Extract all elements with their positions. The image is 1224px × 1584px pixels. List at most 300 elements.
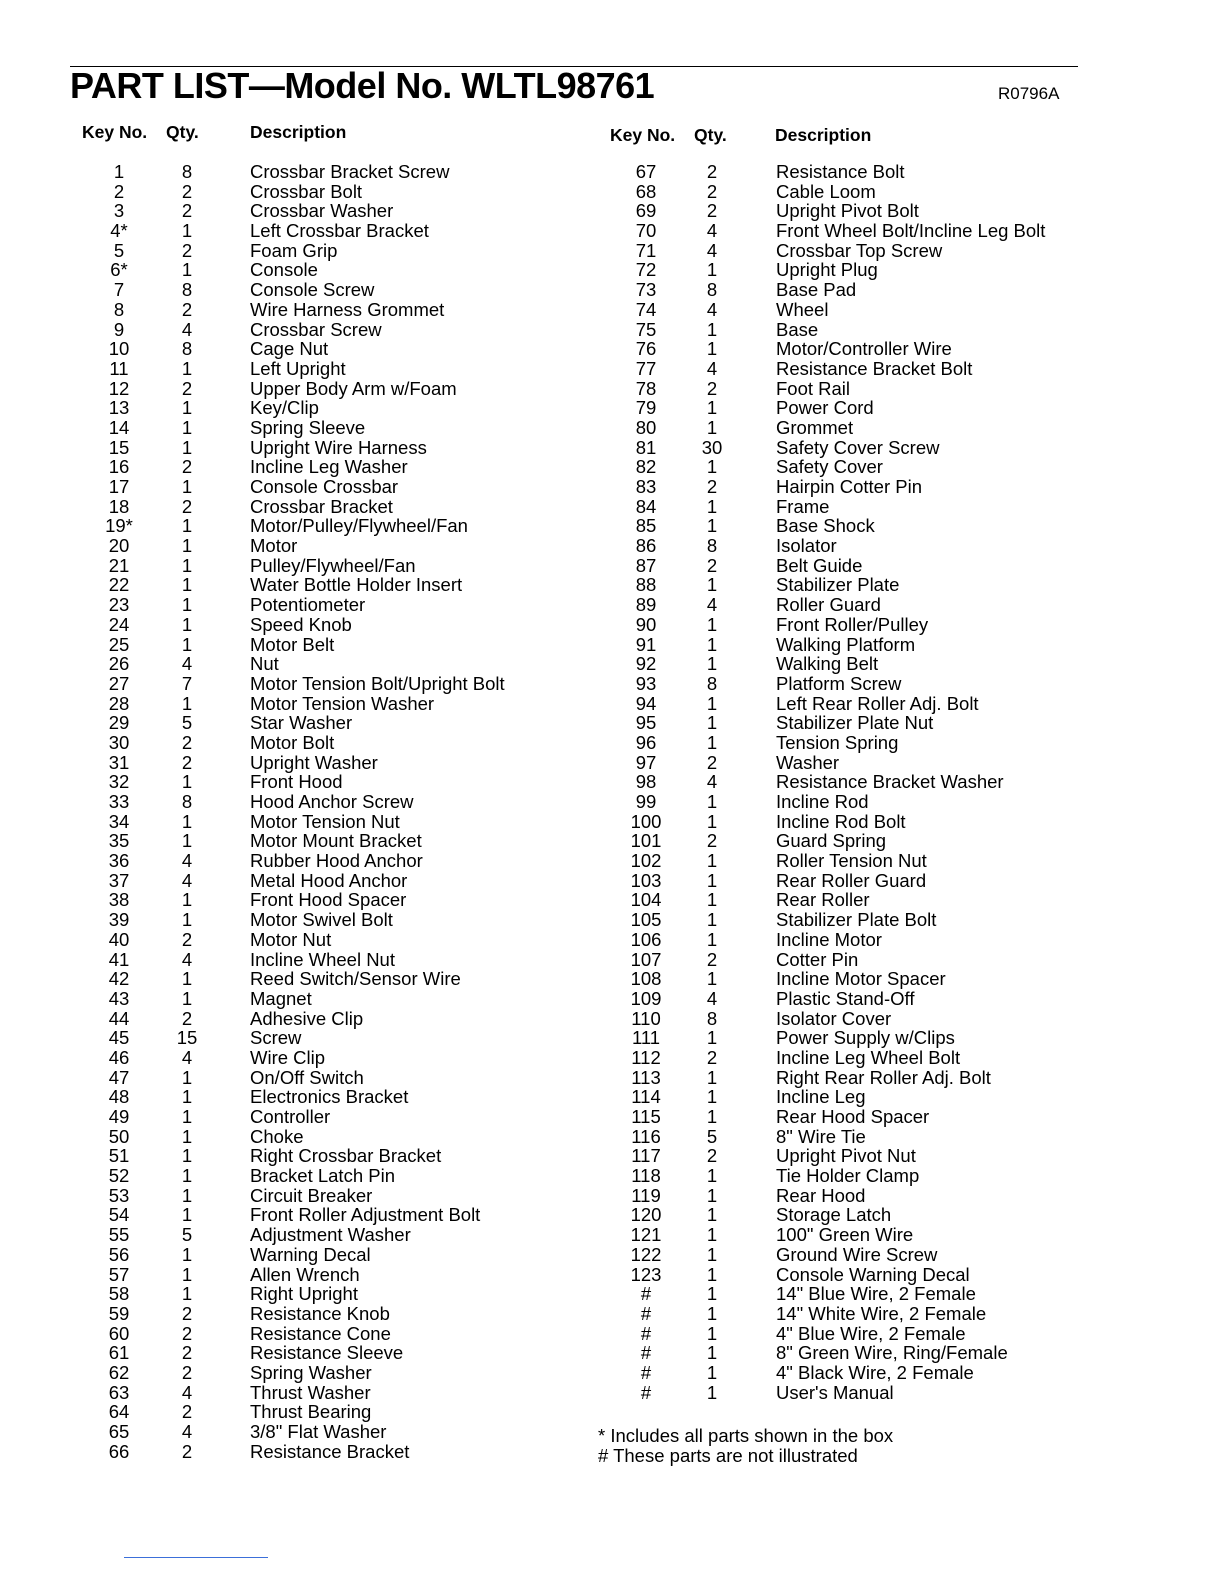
part-key-number: 37 bbox=[108, 869, 130, 891]
part-description: Roller Guard bbox=[776, 594, 881, 616]
part-key-number: 117 bbox=[631, 1145, 661, 1167]
part-description: Resistance Cone bbox=[250, 1322, 391, 1344]
part-key-number: 47 bbox=[108, 1066, 130, 1088]
part-key-number: 77 bbox=[635, 357, 657, 379]
part-key-number: 64 bbox=[108, 1401, 130, 1423]
part-description: Power Cord bbox=[776, 397, 874, 419]
part-description: Roller Tension Nut bbox=[776, 850, 927, 872]
part-description: Rear Roller Guard bbox=[776, 869, 927, 891]
part-key-number: 1 bbox=[113, 161, 125, 182]
part-quantity: 2 bbox=[706, 830, 718, 852]
part-key-number: # bbox=[640, 1322, 652, 1344]
part-key-number: 67 bbox=[635, 161, 657, 182]
right-header-qty: Qty. bbox=[694, 125, 727, 145]
part-key-number: # bbox=[640, 1302, 652, 1324]
part-quantity: 4 bbox=[706, 239, 718, 261]
note-asterisk: * Includes all parts shown in the box bbox=[598, 1425, 894, 1446]
part-key-number: 86 bbox=[635, 535, 657, 557]
part-key-number: 79 bbox=[635, 397, 657, 419]
part-quantity: 1 bbox=[181, 574, 193, 596]
part-description: 14" Blue Wire, 2 Female bbox=[776, 1283, 976, 1305]
part-quantity: 1 bbox=[706, 397, 718, 419]
part-quantity: 1 bbox=[706, 1204, 718, 1226]
part-quantity: 1 bbox=[181, 1184, 193, 1206]
part-key-number: 102 bbox=[630, 850, 662, 872]
part-quantity: 1 bbox=[706, 338, 718, 360]
part-key-number: 69 bbox=[635, 200, 657, 222]
part-quantity: 2 bbox=[181, 180, 193, 202]
part-description: Safety Cover Screw bbox=[776, 436, 940, 458]
part-description: Incline Leg Wheel Bolt bbox=[776, 1046, 961, 1068]
part-description: Stabilizer Plate Nut bbox=[776, 712, 934, 734]
part-key-number: 20 bbox=[108, 535, 130, 557]
part-key-number: 2 bbox=[113, 180, 125, 202]
part-quantity: 4 bbox=[706, 298, 718, 320]
part-description: Star Washer bbox=[250, 712, 353, 734]
part-description: Right Rear Roller Adj. Bolt bbox=[776, 1066, 991, 1088]
part-quantity: 1 bbox=[181, 1066, 193, 1088]
part-quantity: 1 bbox=[706, 1106, 718, 1127]
part-quantity: 2 bbox=[181, 1342, 193, 1364]
part-description: Motor Tension Bolt/Upright Bolt bbox=[250, 672, 505, 694]
part-description: Resistance Sleeve bbox=[250, 1342, 404, 1364]
part-key-number: 87 bbox=[635, 554, 657, 576]
part-description: Crossbar Bracket Screw bbox=[250, 161, 450, 182]
part-key-number: 53 bbox=[108, 1184, 130, 1206]
part-description: Console Crossbar bbox=[250, 476, 399, 497]
part-key-number: # bbox=[640, 1283, 652, 1305]
part-quantity: 2 bbox=[181, 1361, 193, 1383]
part-key-number: 56 bbox=[108, 1243, 130, 1265]
part-key-number: 85 bbox=[635, 515, 657, 537]
part-description: Warning Decal bbox=[250, 1243, 371, 1265]
part-description: Incline Rod Bolt bbox=[776, 810, 906, 832]
part-description: Plastic Stand-Off bbox=[776, 987, 915, 1009]
part-key-number: 54 bbox=[108, 1204, 130, 1226]
part-quantity: 1 bbox=[706, 633, 718, 655]
part-key-number: 12 bbox=[108, 377, 130, 399]
part-key-number: 8 bbox=[113, 298, 125, 320]
part-quantity: 1 bbox=[181, 259, 193, 281]
part-quantity: 1 bbox=[181, 1125, 193, 1147]
part-description: Guard Spring bbox=[776, 830, 887, 852]
part-key-number: 31 bbox=[108, 751, 130, 773]
part-description: Tie Holder Clamp bbox=[776, 1165, 920, 1187]
part-description: Front Roller Adjustment Bolt bbox=[250, 1204, 481, 1226]
part-description: Resistance Knob bbox=[250, 1302, 390, 1324]
part-key-number: 26 bbox=[108, 653, 130, 675]
part-quantity: 2 bbox=[706, 1145, 718, 1167]
part-key-number: 22 bbox=[108, 574, 130, 596]
part-description: Wire Harness Grommet bbox=[250, 298, 445, 320]
part-key-number: 40 bbox=[108, 928, 130, 950]
part-quantity: 1 bbox=[181, 613, 193, 635]
part-key-number: 11 bbox=[109, 357, 129, 379]
part-key-number: 90 bbox=[635, 613, 657, 635]
part-description: Isolator Cover bbox=[776, 1007, 892, 1029]
part-description: Spring Sleeve bbox=[250, 416, 366, 438]
part-key-number: 28 bbox=[108, 692, 130, 714]
part-quantity: 1 bbox=[181, 554, 193, 576]
part-quantity: 1 bbox=[181, 476, 193, 497]
part-description: Crossbar Top Screw bbox=[776, 239, 943, 261]
part-quantity: 1 bbox=[181, 535, 193, 557]
part-key-number: 9 bbox=[113, 318, 125, 340]
part-description: Walking Platform bbox=[776, 633, 916, 655]
part-description: Resistance Bracket Washer bbox=[776, 771, 1004, 793]
part-description: Adjustment Washer bbox=[250, 1224, 411, 1246]
part-description: Foam Grip bbox=[250, 239, 338, 261]
part-description: Cable Loom bbox=[776, 180, 876, 202]
part-quantity: 1 bbox=[706, 1224, 718, 1246]
part-description: Walking Belt bbox=[776, 653, 879, 675]
part-quantity: 4 bbox=[706, 220, 718, 242]
part-key-number: 35 bbox=[108, 830, 130, 852]
part-description: Motor Tension Nut bbox=[250, 810, 400, 832]
part-quantity: 1 bbox=[181, 1106, 193, 1127]
part-quantity: 1 bbox=[706, 495, 718, 517]
part-quantity: 1 bbox=[706, 1027, 718, 1049]
part-key-number: 101 bbox=[630, 830, 662, 852]
part-description: Motor Swivel Bolt bbox=[250, 909, 393, 931]
part-quantity: 1 bbox=[706, 1263, 718, 1285]
part-description: Left Rear Roller Adj. Bolt bbox=[776, 692, 979, 714]
part-quantity: 1 bbox=[706, 909, 718, 931]
part-key-number: 46 bbox=[108, 1046, 130, 1068]
part-key-number: 109 bbox=[630, 987, 662, 1009]
part-key-number: 88 bbox=[635, 574, 657, 596]
part-description: Resistance Bracket bbox=[250, 1440, 410, 1462]
part-quantity: 4 bbox=[181, 850, 193, 872]
part-quantity: 1 bbox=[706, 1381, 718, 1403]
part-quantity: 2 bbox=[181, 731, 193, 753]
part-quantity: 1 bbox=[181, 1283, 193, 1305]
part-key-number: 16 bbox=[108, 456, 130, 478]
part-key-number: 105 bbox=[630, 909, 662, 931]
part-description: Pulley/Flywheel/Fan bbox=[250, 554, 416, 576]
part-key-number: 55 bbox=[108, 1224, 130, 1246]
part-description: Incline Leg bbox=[776, 1086, 866, 1108]
part-quantity: 15 bbox=[176, 1027, 198, 1049]
part-description: Left Crossbar Bracket bbox=[250, 220, 429, 242]
part-description: Crossbar Bracket bbox=[250, 495, 393, 517]
part-quantity: 1 bbox=[706, 1086, 718, 1108]
part-key-number: 42 bbox=[108, 968, 130, 990]
part-quantity: 1 bbox=[181, 633, 193, 655]
part-quantity: 2 bbox=[706, 948, 718, 970]
part-quantity: 2 bbox=[706, 476, 718, 497]
part-quantity: 4 bbox=[706, 594, 718, 616]
part-key-number: 98 bbox=[635, 771, 657, 793]
part-key-number: 122 bbox=[630, 1243, 662, 1265]
part-description: User's Manual bbox=[776, 1381, 894, 1403]
part-key-number: 74 bbox=[635, 298, 657, 320]
part-description: Motor Bolt bbox=[250, 731, 335, 753]
part-description: Upright Pivot Nut bbox=[776, 1145, 916, 1167]
part-quantity: 2 bbox=[181, 1440, 193, 1462]
part-description: Upright Washer bbox=[250, 751, 378, 773]
part-key-number: 66 bbox=[108, 1440, 130, 1462]
part-quantity: 1 bbox=[706, 613, 718, 635]
part-key-number: 68 bbox=[635, 180, 657, 202]
part-quantity: 2 bbox=[706, 200, 718, 222]
part-key-number: 94 bbox=[635, 692, 657, 714]
part-description: Spring Washer bbox=[250, 1361, 372, 1383]
part-description: 8" Green Wire, Ring/Female bbox=[776, 1342, 1008, 1364]
part-key-number: 81 bbox=[635, 436, 657, 458]
part-key-number: 6* bbox=[110, 259, 128, 281]
part-description: 4" Black Wire, 2 Female bbox=[776, 1361, 974, 1383]
part-quantity: 1 bbox=[706, 692, 718, 714]
part-description: Motor Belt bbox=[250, 633, 335, 655]
part-description: Thrust Washer bbox=[250, 1381, 371, 1403]
part-quantity: 1 bbox=[181, 968, 193, 990]
part-key-number: 58 bbox=[108, 1283, 130, 1305]
part-quantity: 1 bbox=[181, 220, 193, 242]
part-quantity: 2 bbox=[181, 1322, 193, 1344]
part-key-number: 29 bbox=[108, 712, 130, 734]
part-key-number: 120 bbox=[630, 1204, 662, 1226]
part-quantity: 1 bbox=[706, 889, 718, 911]
part-key-number: 106 bbox=[630, 928, 662, 950]
part-key-number: 95 bbox=[635, 712, 657, 734]
part-key-number: 116 bbox=[631, 1125, 661, 1147]
part-description: Resistance Bracket Bolt bbox=[776, 357, 973, 379]
part-key-number: 103 bbox=[630, 869, 662, 891]
part-key-number: 14 bbox=[108, 416, 130, 438]
part-quantity: 1 bbox=[181, 810, 193, 832]
part-description: Incline Motor Spacer bbox=[776, 968, 946, 990]
part-quantity: 1 bbox=[706, 318, 718, 340]
part-description: Front Roller/Pulley bbox=[776, 613, 929, 635]
part-quantity: 1 bbox=[706, 259, 718, 281]
footer-underline bbox=[124, 1557, 268, 1558]
part-key-number: 32 bbox=[108, 771, 130, 793]
part-description: Safety Cover bbox=[776, 456, 883, 478]
part-key-number: 23 bbox=[108, 594, 130, 616]
part-description: Ground Wire Screw bbox=[776, 1243, 938, 1265]
part-description: Cage Nut bbox=[250, 338, 329, 360]
part-quantity: 8 bbox=[181, 338, 193, 360]
part-description: Adhesive Clip bbox=[250, 1007, 364, 1029]
part-key-number: 24 bbox=[108, 613, 130, 635]
part-description: Wire Clip bbox=[250, 1046, 326, 1068]
part-quantity: 2 bbox=[181, 1302, 193, 1324]
part-description: 4" Blue Wire, 2 Female bbox=[776, 1322, 966, 1344]
part-quantity: 4 bbox=[181, 869, 193, 891]
part-quantity: 1 bbox=[181, 594, 193, 616]
part-quantity: 8 bbox=[706, 672, 718, 694]
part-quantity: 4 bbox=[706, 357, 718, 379]
part-quantity: 1 bbox=[706, 1165, 718, 1187]
part-quantity: 1 bbox=[706, 574, 718, 596]
part-key-number: 36 bbox=[108, 850, 130, 872]
part-description: Console Warning Decal bbox=[776, 1263, 970, 1285]
part-description: Upright Pivot Bolt bbox=[776, 200, 919, 222]
part-description: Allen Wrench bbox=[250, 1263, 360, 1285]
part-key-number: 57 bbox=[108, 1263, 130, 1285]
part-description: Base Pad bbox=[776, 279, 857, 301]
part-quantity: 4 bbox=[181, 318, 193, 340]
part-description: Electronics Bracket bbox=[250, 1086, 409, 1108]
part-key-number: 50 bbox=[108, 1125, 130, 1147]
part-key-number: # bbox=[640, 1381, 652, 1403]
part-quantity: 4 bbox=[706, 987, 718, 1009]
part-quantity: 5 bbox=[181, 1224, 193, 1246]
part-quantity: 1 bbox=[181, 771, 193, 793]
part-description: Circuit Breaker bbox=[250, 1184, 373, 1206]
part-description: Power Supply w/Clips bbox=[776, 1027, 955, 1049]
part-quantity: 7 bbox=[181, 672, 193, 694]
part-quantity: 2 bbox=[706, 1046, 718, 1068]
part-description: Metal Hood Anchor bbox=[250, 869, 408, 891]
part-description: Frame bbox=[776, 495, 830, 517]
part-description: Tension Spring bbox=[776, 731, 899, 753]
part-description: Motor bbox=[250, 535, 298, 557]
part-key-number: 113 bbox=[631, 1066, 661, 1088]
part-key-number: 38 bbox=[108, 889, 130, 911]
part-description: Cotter Pin bbox=[776, 948, 859, 970]
part-key-number: 96 bbox=[635, 731, 657, 753]
part-description: Incline Rod bbox=[776, 791, 869, 812]
part-quantity: 1 bbox=[181, 1086, 193, 1108]
part-key-number: 34 bbox=[108, 810, 130, 832]
part-key-number: 45 bbox=[108, 1027, 130, 1049]
part-quantity: 1 bbox=[706, 1322, 718, 1344]
part-quantity: 1 bbox=[706, 712, 718, 734]
part-description: Thrust Bearing bbox=[250, 1401, 372, 1423]
part-quantity: 8 bbox=[706, 279, 718, 301]
part-description: Washer bbox=[776, 751, 840, 773]
part-quantity: 4 bbox=[181, 948, 193, 970]
part-key-number: 18 bbox=[108, 495, 130, 517]
part-quantity: 8 bbox=[706, 535, 718, 557]
part-key-number: 30 bbox=[108, 731, 130, 753]
part-quantity: 2 bbox=[181, 200, 193, 222]
part-quantity: 1 bbox=[181, 830, 193, 852]
part-key-number: 75 bbox=[635, 318, 657, 340]
part-description: Nut bbox=[250, 653, 279, 675]
left-header-key: Key No. bbox=[82, 122, 148, 142]
part-description: Hairpin Cotter Pin bbox=[776, 476, 923, 497]
part-key-number: 93 bbox=[635, 672, 657, 694]
part-description: Potentiometer bbox=[250, 594, 366, 616]
part-key-number: 27 bbox=[108, 672, 130, 694]
part-quantity: 1 bbox=[181, 515, 193, 537]
part-quantity: 2 bbox=[181, 456, 193, 478]
part-quantity: 1 bbox=[706, 968, 718, 990]
part-description: Incline Motor bbox=[776, 928, 882, 950]
part-description: Left Upright bbox=[250, 357, 346, 379]
part-key-number: 25 bbox=[108, 633, 130, 655]
part-description: Crossbar Screw bbox=[250, 318, 382, 340]
part-key-number: 112 bbox=[631, 1046, 661, 1068]
part-description: Storage Latch bbox=[776, 1204, 892, 1226]
part-description: 100" Green Wire bbox=[776, 1224, 914, 1246]
part-key-number: 59 bbox=[108, 1302, 130, 1324]
part-description: Right Crossbar Bracket bbox=[250, 1145, 442, 1167]
part-description: Rubber Hood Anchor bbox=[250, 850, 423, 872]
part-description: Base Shock bbox=[776, 515, 875, 537]
part-description: Base bbox=[776, 318, 819, 340]
part-key-number: 51 bbox=[108, 1145, 130, 1167]
part-key-number: 4* bbox=[110, 220, 128, 242]
part-key-number: 83 bbox=[635, 476, 657, 497]
part-quantity: 1 bbox=[706, 731, 718, 753]
part-key-number: 121 bbox=[630, 1224, 662, 1246]
part-key-number: 111 bbox=[631, 1027, 661, 1049]
part-key-number: 123 bbox=[630, 1263, 662, 1285]
part-key-number: 17 bbox=[108, 476, 130, 497]
part-quantity: 1 bbox=[706, 1184, 718, 1206]
part-key-number: 71 bbox=[635, 239, 657, 261]
part-key-number: 44 bbox=[108, 1007, 130, 1029]
part-quantity: 2 bbox=[706, 377, 718, 399]
part-description: 8" Wire Tie bbox=[776, 1125, 866, 1147]
part-quantity: 1 bbox=[181, 397, 193, 419]
part-key-number: 39 bbox=[108, 909, 130, 931]
part-key-number: 10 bbox=[108, 338, 130, 360]
part-key-number: 19* bbox=[105, 515, 133, 537]
part-description: Incline Leg Washer bbox=[250, 456, 408, 478]
part-quantity: 1 bbox=[181, 987, 193, 1009]
part-description: Hood Anchor Screw bbox=[250, 791, 414, 812]
part-quantity: 1 bbox=[706, 810, 718, 832]
part-quantity: 1 bbox=[706, 1302, 718, 1324]
part-key-number: 41 bbox=[108, 948, 130, 970]
part-quantity: 5 bbox=[706, 1125, 718, 1147]
part-description: Motor Tension Washer bbox=[250, 692, 435, 714]
part-key-number: 61 bbox=[108, 1342, 130, 1364]
part-key-number: 7 bbox=[113, 279, 125, 301]
part-description: Belt Guide bbox=[776, 554, 863, 576]
part-description: 3/8" Flat Washer bbox=[250, 1421, 387, 1442]
part-description: Resistance Bolt bbox=[776, 161, 905, 182]
part-key-number: 49 bbox=[108, 1106, 130, 1127]
part-key-number: 99 bbox=[635, 791, 657, 812]
part-quantity: 8 bbox=[706, 1007, 718, 1029]
part-quantity: 1 bbox=[706, 850, 718, 872]
part-description: Magnet bbox=[250, 987, 312, 1009]
part-key-number: 115 bbox=[631, 1106, 661, 1127]
part-description: Incline Wheel Nut bbox=[250, 948, 395, 970]
part-key-number: 33 bbox=[108, 791, 130, 812]
part-quantity: 2 bbox=[181, 1007, 193, 1029]
part-key-number: 52 bbox=[108, 1165, 130, 1187]
part-key-number: 78 bbox=[635, 377, 657, 399]
part-description: Front Hood Spacer bbox=[250, 889, 407, 911]
part-key-number: 62 bbox=[108, 1361, 130, 1383]
part-quantity: 1 bbox=[181, 909, 193, 931]
part-key-number: 107 bbox=[630, 948, 662, 970]
part-key-number: 110 bbox=[631, 1007, 661, 1029]
part-quantity: 1 bbox=[706, 928, 718, 950]
part-quantity: 2 bbox=[706, 161, 718, 182]
left-header-description: Description bbox=[250, 122, 347, 142]
part-quantity: 1 bbox=[706, 416, 718, 438]
part-quantity: 8 bbox=[181, 161, 193, 182]
page-title: PART LIST—Model No. WLTL98761 bbox=[70, 65, 655, 106]
part-key-number: 97 bbox=[635, 751, 657, 773]
part-key-number: 119 bbox=[631, 1184, 661, 1206]
document-code: R0796A bbox=[998, 84, 1060, 103]
part-description: Motor Mount Bracket bbox=[250, 830, 422, 852]
part-quantity: 8 bbox=[181, 279, 193, 301]
part-key-number: 100 bbox=[630, 810, 662, 832]
part-quantity: 1 bbox=[706, 653, 718, 675]
part-description: Upright Plug bbox=[776, 259, 878, 281]
part-quantity: 1 bbox=[181, 1263, 193, 1285]
